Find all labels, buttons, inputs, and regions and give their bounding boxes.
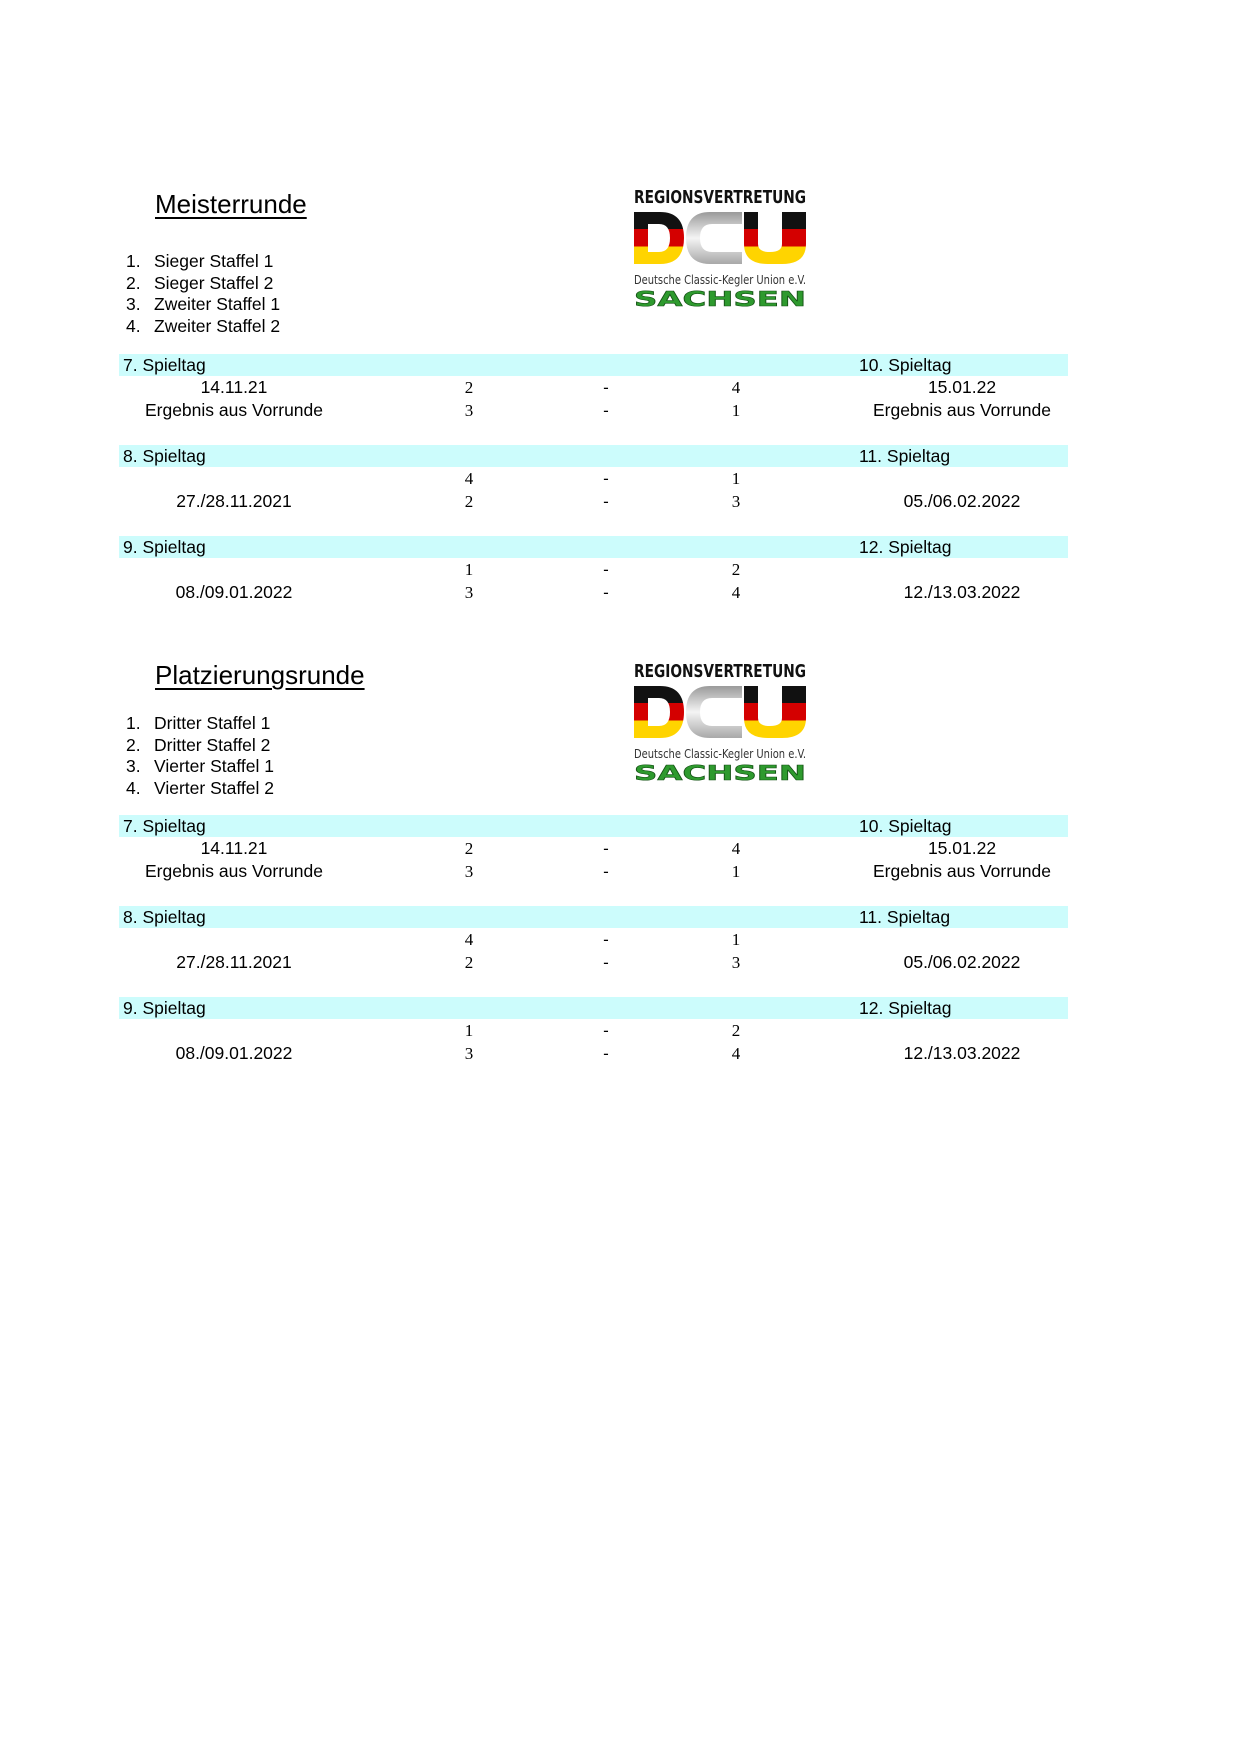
match-row — [0, 951, 1240, 974]
right-date: Ergebnis aus Vorrunde — [872, 400, 1052, 420]
team-item — [126, 778, 274, 800]
right-date: 15.01.22 — [927, 377, 997, 397]
matchday-left-label: 8. Spieltag — [123, 907, 206, 927]
right-date: 12./13.03.2022 — [903, 1043, 1021, 1063]
logo-line2: Deutsche Classic-Kegler Union e.V. — [634, 747, 806, 761]
matchday-header — [119, 815, 1068, 837]
matchday-left-label: 7. Spieltag — [123, 816, 206, 836]
team-list — [126, 713, 274, 799]
team-number: 4. — [126, 777, 141, 798]
left-date: 08./09.01.2022 — [175, 1043, 293, 1063]
matchday-header — [119, 445, 1068, 467]
away-team-number: 4 — [731, 378, 741, 397]
matchday-right-label: 10. Spieltag — [859, 816, 952, 836]
team-name: Dritter Staffel 2 — [154, 734, 271, 755]
team-number: 3. — [126, 756, 141, 776]
team-list — [126, 251, 280, 337]
team-name: Vierter Staffel 2 — [154, 777, 274, 798]
team-name: Zweiter Staffel 2 — [154, 315, 281, 336]
matchday-group — [0, 354, 1240, 424]
left-date: 08./09.01.2022 — [175, 582, 293, 602]
separator: - — [603, 930, 609, 949]
matchday-left-label: 8. Spieltag — [123, 446, 206, 466]
away-team-number: 1 — [731, 469, 741, 488]
matchday-group — [0, 997, 1240, 1067]
matchday-right-label: 11. Spieltag — [859, 446, 951, 466]
separator: - — [603, 583, 609, 602]
team-item — [126, 294, 280, 316]
team-item — [126, 273, 280, 295]
left-date: Ergebnis aus Vorrunde — [144, 861, 324, 881]
team-number: 1. — [126, 251, 141, 271]
separator: - — [603, 378, 609, 397]
match-row — [0, 860, 1240, 883]
away-team-number: 4 — [731, 1044, 741, 1063]
match-row — [0, 558, 1240, 581]
separator: - — [603, 1021, 609, 1040]
matchday-header — [119, 536, 1068, 558]
matchday-header — [119, 997, 1068, 1019]
home-team-number: 2 — [464, 378, 474, 397]
matchday-left-label: 9. Spieltag — [123, 537, 206, 557]
home-team-number: 2 — [464, 492, 474, 511]
home-team-number: 4 — [464, 469, 474, 488]
away-team-number: 4 — [731, 839, 741, 858]
logo-line3: SACHSEN — [634, 287, 806, 311]
dcu-logo — [632, 186, 808, 326]
match-row — [0, 928, 1240, 951]
away-team-number: 1 — [731, 862, 741, 881]
match-row — [0, 467, 1240, 490]
section-title: Platzierungsrunde — [155, 660, 365, 690]
team-number: 2. — [126, 272, 141, 293]
matchday-group — [0, 906, 1240, 976]
separator: - — [603, 492, 609, 511]
team-name: Dritter Staffel 1 — [154, 713, 271, 733]
separator: - — [603, 401, 609, 420]
right-date: 05./06.02.2022 — [903, 491, 1021, 511]
home-team-number: 2 — [464, 839, 474, 858]
right-date: Ergebnis aus Vorrunde — [872, 861, 1052, 881]
left-date: Ergebnis aus Vorrunde — [144, 400, 324, 420]
team-item — [126, 756, 274, 778]
logo-line2: Deutsche Classic-Kegler Union e.V. — [634, 273, 806, 287]
match-row — [0, 581, 1240, 604]
separator: - — [603, 469, 609, 488]
matchday-group — [0, 815, 1240, 885]
match-row — [0, 1019, 1240, 1042]
away-team-number: 3 — [731, 492, 741, 511]
home-team-number: 3 — [464, 1044, 474, 1063]
separator: - — [603, 1044, 609, 1063]
match-row — [0, 376, 1240, 399]
away-team-number: 1 — [731, 930, 741, 949]
home-team-number: 2 — [464, 953, 474, 972]
right-date: 15.01.22 — [927, 838, 997, 858]
matchday-header — [119, 354, 1068, 376]
away-team-number: 4 — [731, 583, 741, 602]
team-number: 1. — [126, 713, 141, 733]
team-name: Zweiter Staffel 1 — [154, 294, 281, 314]
team-name: Vierter Staffel 1 — [154, 756, 274, 776]
away-team-number: 1 — [731, 401, 741, 420]
left-date: 14.11.21 — [200, 838, 268, 858]
team-number: 3. — [126, 294, 141, 314]
team-number: 4. — [126, 315, 141, 336]
separator: - — [603, 953, 609, 972]
match-row — [0, 837, 1240, 860]
match-row — [0, 1042, 1240, 1065]
matchday-right-label: 11. Spieltag — [859, 907, 951, 927]
separator: - — [603, 560, 609, 579]
logo-line1: REGIONSVERTRETUNG — [634, 187, 806, 208]
away-team-number: 2 — [731, 560, 741, 579]
team-item — [126, 713, 274, 735]
team-number: 2. — [126, 734, 141, 755]
separator: - — [603, 862, 609, 881]
team-name: Sieger Staffel 1 — [154, 251, 274, 271]
right-date: 05./06.02.2022 — [903, 952, 1021, 972]
left-date: 27./28.11.2021 — [176, 952, 292, 972]
left-date: 27./28.11.2021 — [176, 491, 292, 511]
matchday-header — [119, 906, 1068, 928]
match-row — [0, 490, 1240, 513]
matchday-right-label: 12. Spieltag — [859, 998, 952, 1018]
matchday-group — [0, 536, 1240, 606]
matchday-left-label: 7. Spieltag — [123, 355, 206, 375]
matchday-left-label: 9. Spieltag — [123, 998, 206, 1018]
home-team-number: 1 — [464, 560, 474, 579]
team-item — [126, 316, 280, 338]
home-team-number: 4 — [464, 930, 474, 949]
match-row — [0, 399, 1240, 422]
home-team-number: 3 — [464, 583, 474, 602]
matchday-right-label: 10. Spieltag — [859, 355, 952, 375]
home-team-number: 1 — [464, 1021, 474, 1040]
home-team-number: 3 — [464, 862, 474, 881]
separator: - — [603, 839, 609, 858]
right-date: 12./13.03.2022 — [903, 582, 1021, 602]
dcu-logo — [632, 660, 808, 800]
matchday-group — [0, 445, 1240, 515]
home-team-number: 3 — [464, 401, 474, 420]
matchday-right-label: 12. Spieltag — [859, 537, 952, 557]
away-team-number: 2 — [731, 1021, 741, 1040]
team-item — [126, 735, 274, 757]
away-team-number: 3 — [731, 953, 741, 972]
left-date: 14.11.21 — [200, 377, 268, 397]
section-title: Meisterrunde — [155, 189, 307, 219]
logo-line3: SACHSEN — [634, 761, 806, 785]
logo-line1: REGIONSVERTRETUNG — [634, 661, 806, 682]
team-item — [126, 251, 280, 273]
team-name: Sieger Staffel 2 — [154, 272, 274, 293]
